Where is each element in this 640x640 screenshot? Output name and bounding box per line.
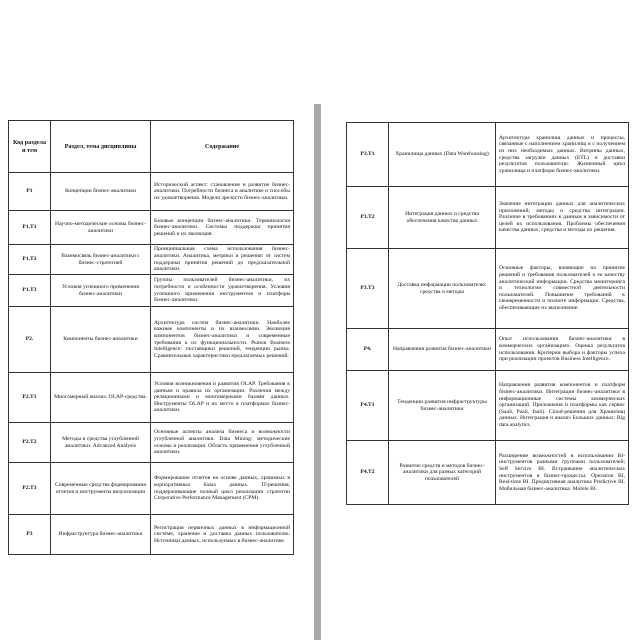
- row-code: P3.T3: [347, 249, 389, 329]
- table-row: [347, 371, 629, 441]
- right-table-body: [347, 123, 629, 505]
- row-code: P4.: [347, 329, 389, 371]
- row-code: P3.T2: [347, 187, 389, 249]
- row-code: P2.: [9, 307, 51, 373]
- row-code: P2.T2: [9, 423, 51, 463]
- row-content: Условия возникновения и развития OLAP. Требования к данным и правила их организации. Различия между реляционными и многомерными базами данных. Инструменты OLAP и их место в платформах бизнес-аналитики.: [151, 373, 294, 423]
- row-content: Направления развития компонентов и платформ бизнес-аналитики. Интеграция бизнес-аналитики в информационные системы коммерческих организаций. Приложения и платформы как сервис (SaaS, PaaS, IaaS). Cloud-решения для Хранилищ данных. Интеграция и анализ Больших данных: Big data analytics.: [496, 371, 629, 441]
- left-page: [0, 112, 300, 640]
- table-row: [9, 275, 294, 307]
- row-code: P2.T1: [9, 373, 51, 423]
- row-code: P1.T2: [9, 245, 51, 275]
- row-topic: Взаимосвязь бизнес-аналитики с бизнес-стратегией: [51, 245, 151, 275]
- table-row: [9, 515, 294, 555]
- row-code: P2.T3: [9, 463, 51, 515]
- row-topic: Концепции бизнес-аналитики: [51, 173, 151, 211]
- table-row: [347, 249, 629, 329]
- row-content: Базовые концепции бизнес-аналитики. Терминология бизнес-аналитики. Системы поддержки принятия решений и их эволюция.: [151, 211, 294, 245]
- table-row: [347, 329, 629, 371]
- row-content: Принципиальная схема использования бизнес-аналитики. Аналитика, метрики и решения: от систем поддержки принятия решений до предсказательной аналитики.: [151, 245, 294, 275]
- header-content: Содержание: [151, 121, 294, 173]
- row-code: P4.T1: [347, 371, 389, 441]
- right-page: [336, 112, 640, 640]
- row-topic: Доставка информации пользователю: средства и методы: [389, 249, 496, 329]
- row-topic: Современные средства формирования отчетов и инструменты визуализации: [51, 463, 151, 515]
- row-content: Группы пользователей бизнес-аналитики, их потребности и особенности удовлетворения. Условия успешного применения инструментов и платформ бизнес-аналитики.: [151, 275, 294, 307]
- row-topic: Инфраструктура бизнес-аналитики: [51, 515, 151, 555]
- row-content: Опыт использования бизнес-аналитики в коммерческих организациях. Оценка результатов использования. Критерии выбора и факторы успеха при реализации проектов Business Intelligence.: [496, 329, 629, 371]
- row-content: Основные аспекты анализа бизнеса и возможности углубленной аналитики. Data Mining: методические основы и реализация. Область применения углубленной аналитики.: [151, 423, 294, 463]
- row-code: P4.T2: [347, 441, 389, 505]
- table-row: [347, 441, 629, 505]
- row-topic: Направления развития бизнес-аналитики: [389, 329, 496, 371]
- table-row: [9, 307, 294, 373]
- row-topic: Методы и средства углубленной аналитики. Advanced Analysis: [51, 423, 151, 463]
- row-topic: Научно-методические основы бизнес-аналитики: [51, 211, 151, 245]
- table-row: [9, 173, 294, 211]
- row-content: Исторический аспект: становление и развитие бизнес-аналитики. Потребности бизнеса в аналитике и способы их удовлетворения. Модели зрелости бизнес-аналитики.: [151, 173, 294, 211]
- row-content: Архитектура систем бизнес-аналитики. Наиболее важные компоненты и их взаимосвязи. Эволюция компонентов бизнес-аналитики и современные требования к их функциональности. Рынок Business Intelligence: поставщики решений, тенденции рынка. Сравнительные характеристики предлагаемых решений.: [151, 307, 294, 373]
- table-row: [9, 463, 294, 515]
- row-code: P1.T3: [9, 275, 51, 307]
- row-code: P1: [9, 173, 51, 211]
- row-code: P1.T1: [9, 211, 51, 245]
- row-content: Расширение возможностей в использовании BI-инструментов разными группами пользователей; Self Service BI. Встраивание аналитических инструментов в бизнес-процессы: Operation BI, Real-time BI. Предиктивная аналитика Predictive BI. Мобильная бизнес-аналитика: Mobile BI.: [496, 441, 629, 505]
- header-topic: Раздел, тема дисциплины: [51, 121, 151, 173]
- row-topic: Интеграция данных и средства обеспечения качества данных: [389, 187, 496, 249]
- row-content: Формирование отчетов на основе данных, хранимых в корпоративных базах данных. IT-решения, поддерживающие полный цикл реализации стратегии Corporative Performance Management (CPM).: [151, 463, 294, 515]
- row-code: P3: [9, 515, 51, 555]
- table-row: [9, 211, 294, 245]
- row-content: Архитектура хранилищ данных и процессы, связанные с наполнением хранилищ и с получением из них необходимых данных. Витрины данных, средства загрузки данных (ETL) и доставки результатов пользователю. Жизненный цикл хранилища и платформ бизнес-аналитики.: [496, 123, 629, 187]
- table-row: [9, 373, 294, 423]
- row-topic: Тенденции развития инфраструктуры бизнес-аналитики: [389, 371, 496, 441]
- row-topic: Хранилища данных (Data Warehousing): [389, 123, 496, 187]
- table-row: [347, 123, 629, 187]
- row-content: Значение интеграции данных для аналитических приложений; методы и средства интеграции. Различие в требованиях к данным в зависимости от целей их использования. Проблемы обеспечения качества данных, средства и методы их решения.: [496, 187, 629, 249]
- header-code: Код раздела и тем: [9, 121, 51, 173]
- table-row: [9, 423, 294, 463]
- table-row: [9, 245, 294, 275]
- row-topic: Компоненты бизнес-аналитики: [51, 307, 151, 373]
- row-topic: Многомерный анализ. OLAP-средства.: [51, 373, 151, 423]
- row-content: Регистрация первичных данных в информационной системе, хранение и доставка данных пользователю. Источники данных, используемых в бизнес-аналитике.: [151, 515, 294, 555]
- row-topic: Условия успешного применения бизнес-аналитики: [51, 275, 151, 307]
- table-header-row: [9, 121, 294, 173]
- curriculum-table-right: [346, 122, 629, 505]
- row-content: Основные факторы, влияющие на принятие решений и требования пользователей к ее качеству аналитической информации. Средства мониторинга и технологии совместной деятельности пользователей. Повышение требований к своевременности и полноте информации. Средства, обеспечивающие их выполнение.: [496, 249, 629, 329]
- page-divider: [314, 104, 321, 640]
- row-code: P3.T1: [347, 123, 389, 187]
- table-row: [347, 187, 629, 249]
- left-table-body: [9, 173, 294, 555]
- row-topic: Развитие средств и методов бизнес-аналитики для разных категорий пользователей: [389, 441, 496, 505]
- curriculum-table-left: [8, 120, 294, 555]
